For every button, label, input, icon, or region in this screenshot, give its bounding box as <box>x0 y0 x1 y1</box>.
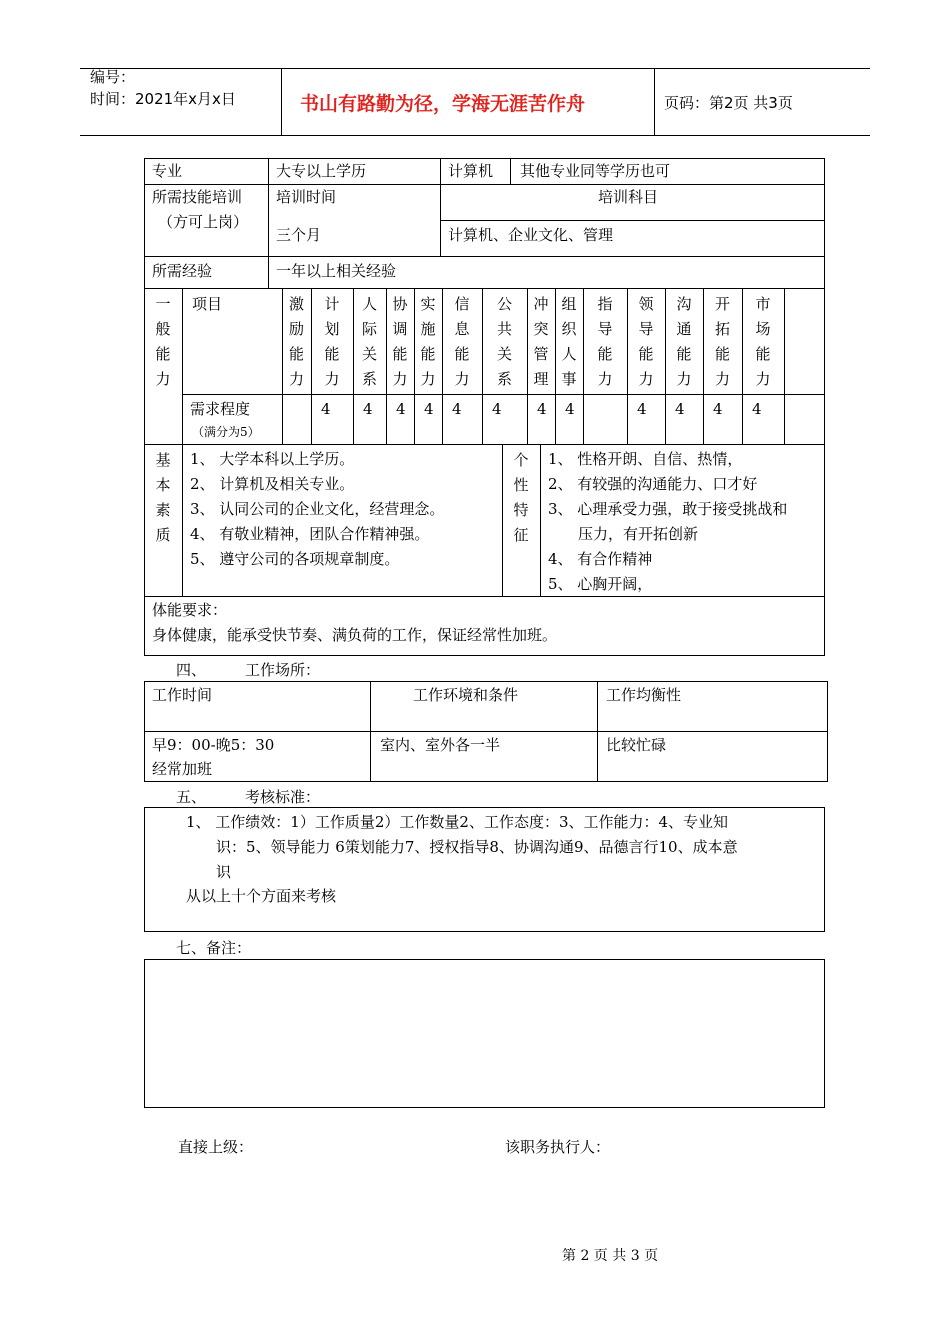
list-item: 3、 认同公司的企业文化，经营理念。 <box>190 500 445 518</box>
physical-text: 身体健康，能承受快节奏、满负荷的工作，保证经常性加班。 <box>152 626 558 644</box>
remarks-box[interactable] <box>144 959 825 1108</box>
ability-column-header: 指 导 能 力 <box>597 295 613 388</box>
workplace-section-title: 工作场所： <box>245 661 321 679</box>
workplace-overtime: 经常加班 <box>152 760 213 778</box>
list-item: 1、 性格开朗、自信、热情， <box>548 450 743 468</box>
ability-column-header: 组 织 人 事 <box>561 295 577 388</box>
list-item: 5、 遵守公司的各项规章制度。 <box>190 550 400 568</box>
remarks-title: 七、备注： <box>176 939 252 957</box>
workplace-section-num: 四、 <box>176 661 207 679</box>
computer-note: 其他专业同等学历也可 <box>520 162 671 180</box>
ability-demand-value: 4 <box>396 400 406 418</box>
ability-column-header: 市 场 能 力 <box>755 295 771 388</box>
ability-column-header: 计 划 能 力 <box>324 295 340 388</box>
workplace-balance-value: 比较忙碌 <box>606 736 667 754</box>
personal-trait-label: 个 性 特 征 <box>513 451 529 544</box>
list-item: 3、 心理承受力强，敢于接受挑战和 <box>548 500 788 518</box>
personal-trait-list <box>548 447 787 597</box>
header-motto: 书山有路勤为径，学海无涯苦作舟 <box>300 93 586 115</box>
assessment-summary: 从以上十个方面来考核 <box>186 887 337 905</box>
ability-column-header: 协 调 能 力 <box>392 295 408 388</box>
list-item: 5、 心胸开阔， <box>548 575 653 593</box>
assessment-line-3: 识 <box>216 863 232 881</box>
physical-label: 体能要求： <box>152 601 228 619</box>
ability-column-header: 冲 突 管 理 <box>533 295 549 388</box>
ability-demand-value: 4 <box>675 400 685 418</box>
major-label: 专业 <box>152 162 183 180</box>
assessment-line-1: 1、 工作绩效：1）工作质量2）工作数量2、工作态度：3、工作能力：4、专业知 <box>186 813 729 831</box>
executor-signature: 该职务执行人： <box>505 1138 611 1156</box>
ability-column-header: 沟 通 能 力 <box>676 295 692 388</box>
training-label-note: （方可上岗） <box>158 213 249 231</box>
experience-label: 所需经验 <box>152 262 213 280</box>
ability-side-label: 一 般 能 力 <box>155 295 171 388</box>
ability-demand-value: 4 <box>637 400 647 418</box>
list-item: 2、 计算机及相关专业。 <box>190 475 355 493</box>
ability-demand-value: 4 <box>321 400 331 418</box>
header-divider-left <box>281 68 282 136</box>
list-item: 4、 有敬业精神，团队合作精神强。 <box>190 525 430 543</box>
header-top-rule <box>80 68 870 69</box>
ability-demand-label: 需求程度 <box>190 400 251 418</box>
ability-demand-value: 4 <box>424 400 434 418</box>
ability-column-header: 实 施 能 力 <box>420 295 436 388</box>
header-time: 时间：2021年x月x日 <box>90 90 236 108</box>
list-item: 2、 有较强的沟通能力、口才好 <box>548 475 758 493</box>
header-page: 页码：第2页 共3页 <box>664 94 793 112</box>
major-value: 大专以上学历 <box>276 162 367 180</box>
workplace-header-time: 工作时间 <box>152 686 213 704</box>
ability-demand-value: 4 <box>752 400 762 418</box>
training-time-header: 培训时间 <box>276 188 337 206</box>
ability-column-header: 信 息 能 力 <box>454 295 470 388</box>
list-item: 1、 大学本科以上学历。 <box>190 450 355 468</box>
list-item: 4、 有合作精神 <box>548 550 653 568</box>
ability-item-label: 项目 <box>192 295 223 313</box>
ability-column-header: 领 导 能 力 <box>638 295 654 388</box>
assessment-section-title: 考核标准： <box>245 788 321 806</box>
ability-column-header: 公 共 关 系 <box>496 295 512 388</box>
workplace-header-balance: 工作均衡性 <box>606 686 682 704</box>
ability-demand-value: 4 <box>537 400 547 418</box>
training-label: 所需技能培训 <box>152 188 243 206</box>
ability-demand-value: 4 <box>363 400 373 418</box>
ability-demand-note: （满分为5） <box>192 425 260 439</box>
computer-label: 计算机 <box>448 162 494 180</box>
ability-demand-value: 4 <box>565 400 575 418</box>
ability-demand-value: 4 <box>452 400 462 418</box>
ability-column-header: 人 际 关 系 <box>361 295 377 388</box>
header-number: 编号： <box>90 68 136 86</box>
supervisor-signature: 直接上级： <box>178 1138 254 1156</box>
header-divider-right <box>654 68 655 136</box>
basic-quality-label: 基 本 素 质 <box>155 451 171 544</box>
training-time-value: 三个月 <box>276 226 322 244</box>
assessment-section-num: 五、 <box>176 788 207 806</box>
ability-demand-value: 4 <box>713 400 723 418</box>
workplace-header-env: 工作环境和条件 <box>413 686 519 704</box>
workplace-time-value: 早9：00-晚5：30 <box>152 736 275 754</box>
ability-column-header: 激 励 能 力 <box>288 295 304 388</box>
workplace-env-value: 室内、室外各一半 <box>380 736 501 754</box>
basic-quality-list <box>190 447 444 572</box>
list-item: 压力，有开拓创新 <box>578 525 699 543</box>
training-subject-value: 计算机、企业文化、管理 <box>448 226 614 244</box>
training-subject-header: 培训科目 <box>598 188 659 206</box>
footer-page: 第 2 页 共 3 页 <box>562 1248 659 1264</box>
assessment-line-2: 识：5、领导能力 6策划能力7、授权指导8、协调沟通9、品德言行10、成本意 <box>216 838 738 856</box>
experience-value: 一年以上相关经验 <box>276 262 397 280</box>
ability-column-header: 开 拓 能 力 <box>714 295 730 388</box>
ability-demand-value: 4 <box>492 400 502 418</box>
header-bottom-rule <box>80 135 870 136</box>
